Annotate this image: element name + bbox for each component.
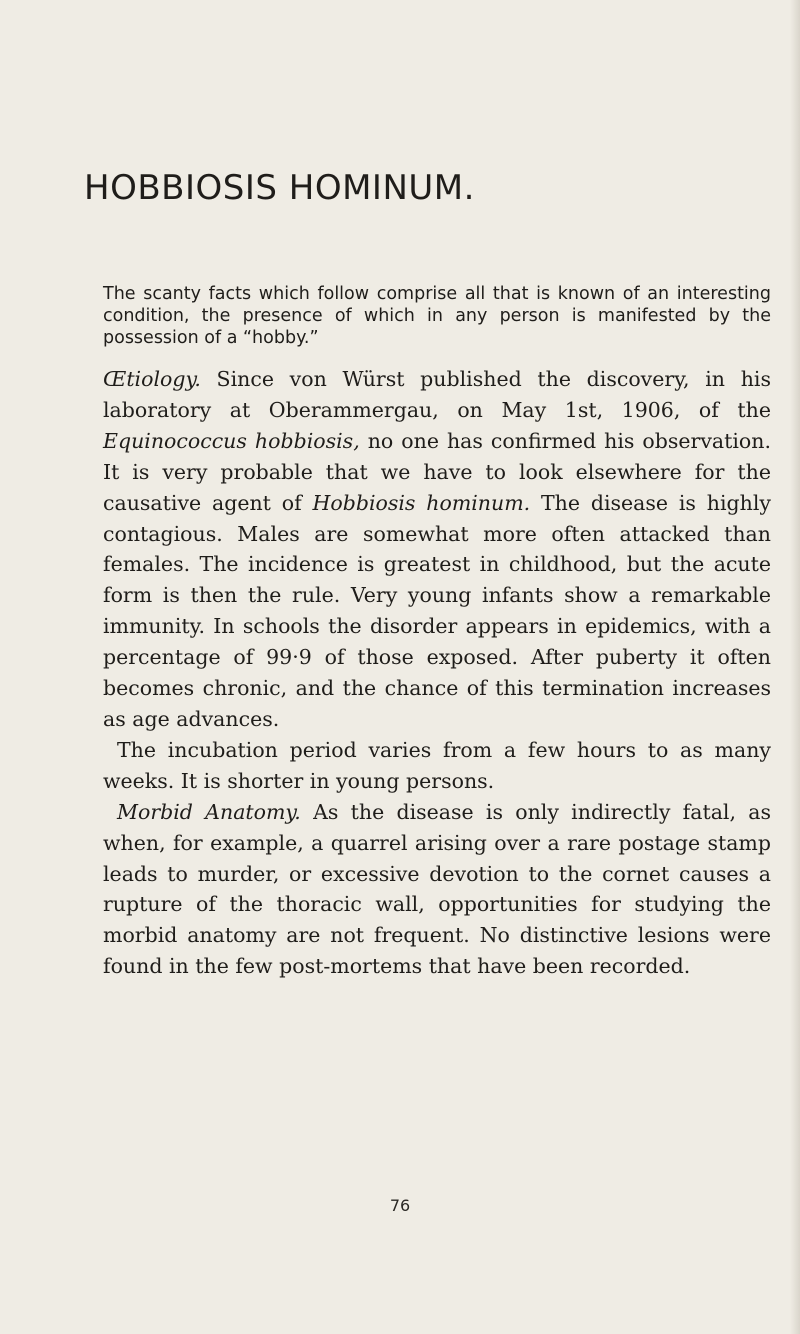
aetiology-heading: Œtiology.	[103, 367, 201, 391]
morbid-anatomy-heading: Morbid Anatomy.	[117, 799, 301, 824]
body-text	[103, 364, 771, 982]
morbid-anatomy-text: As the disease is only indirectly fatal, as when, for example, a quarrel arising over a rare postage stamp leads to murder, or excessive devotion to the cornet causes a rupture of the thoracic wall, opportunities for studying the morbid anatomy are not frequent. No distinctive lesions were found in the few post-mortems that have been recorded.	[103, 799, 771, 979]
page-edge-shadow	[790, 0, 800, 1334]
disease-name: Hobbiosis hominum.	[312, 490, 531, 515]
incubation-paragraph: The incubation period varies from a few hours to as many weeks. It is shorter in young persons.	[103, 737, 771, 793]
aetiology-text-2: no one has confirmed his observation. It is very probable that we have to look elsewhere for the causative agent of	[103, 428, 771, 515]
organism-name: Equinococcus hobbiosis,	[103, 428, 360, 453]
page-number: 76	[389, 1196, 411, 1215]
morbid-anatomy-paragraph	[103, 797, 771, 982]
aetiology-text-1: Since von Würst published the discovery, in his laboratory at Oberammergau, on May 1st, 1906, of the	[103, 367, 771, 422]
aetiology-paragraph	[103, 364, 771, 735]
page-title: HOBBIOSIS HOMINUM.	[84, 168, 475, 208]
aetiology-text-3: The disease is highly contagious. Males are somewhat more often attacked than females. The incidence is greatest in childhood, but the acute form is then the rule. Very young infants show a remarkable immunity. In schools the disorder appears in epidemics, with a percentage of 99·9 of those exposed. After puberty it often becomes chronic, and the chance of this termination increases as age advances.	[103, 490, 771, 731]
intro-paragraph: The scanty facts which follow comprise all that is known of an interesting condition, the presence of which in any person is manifested by the possession of a “hobby.”	[103, 284, 771, 348]
